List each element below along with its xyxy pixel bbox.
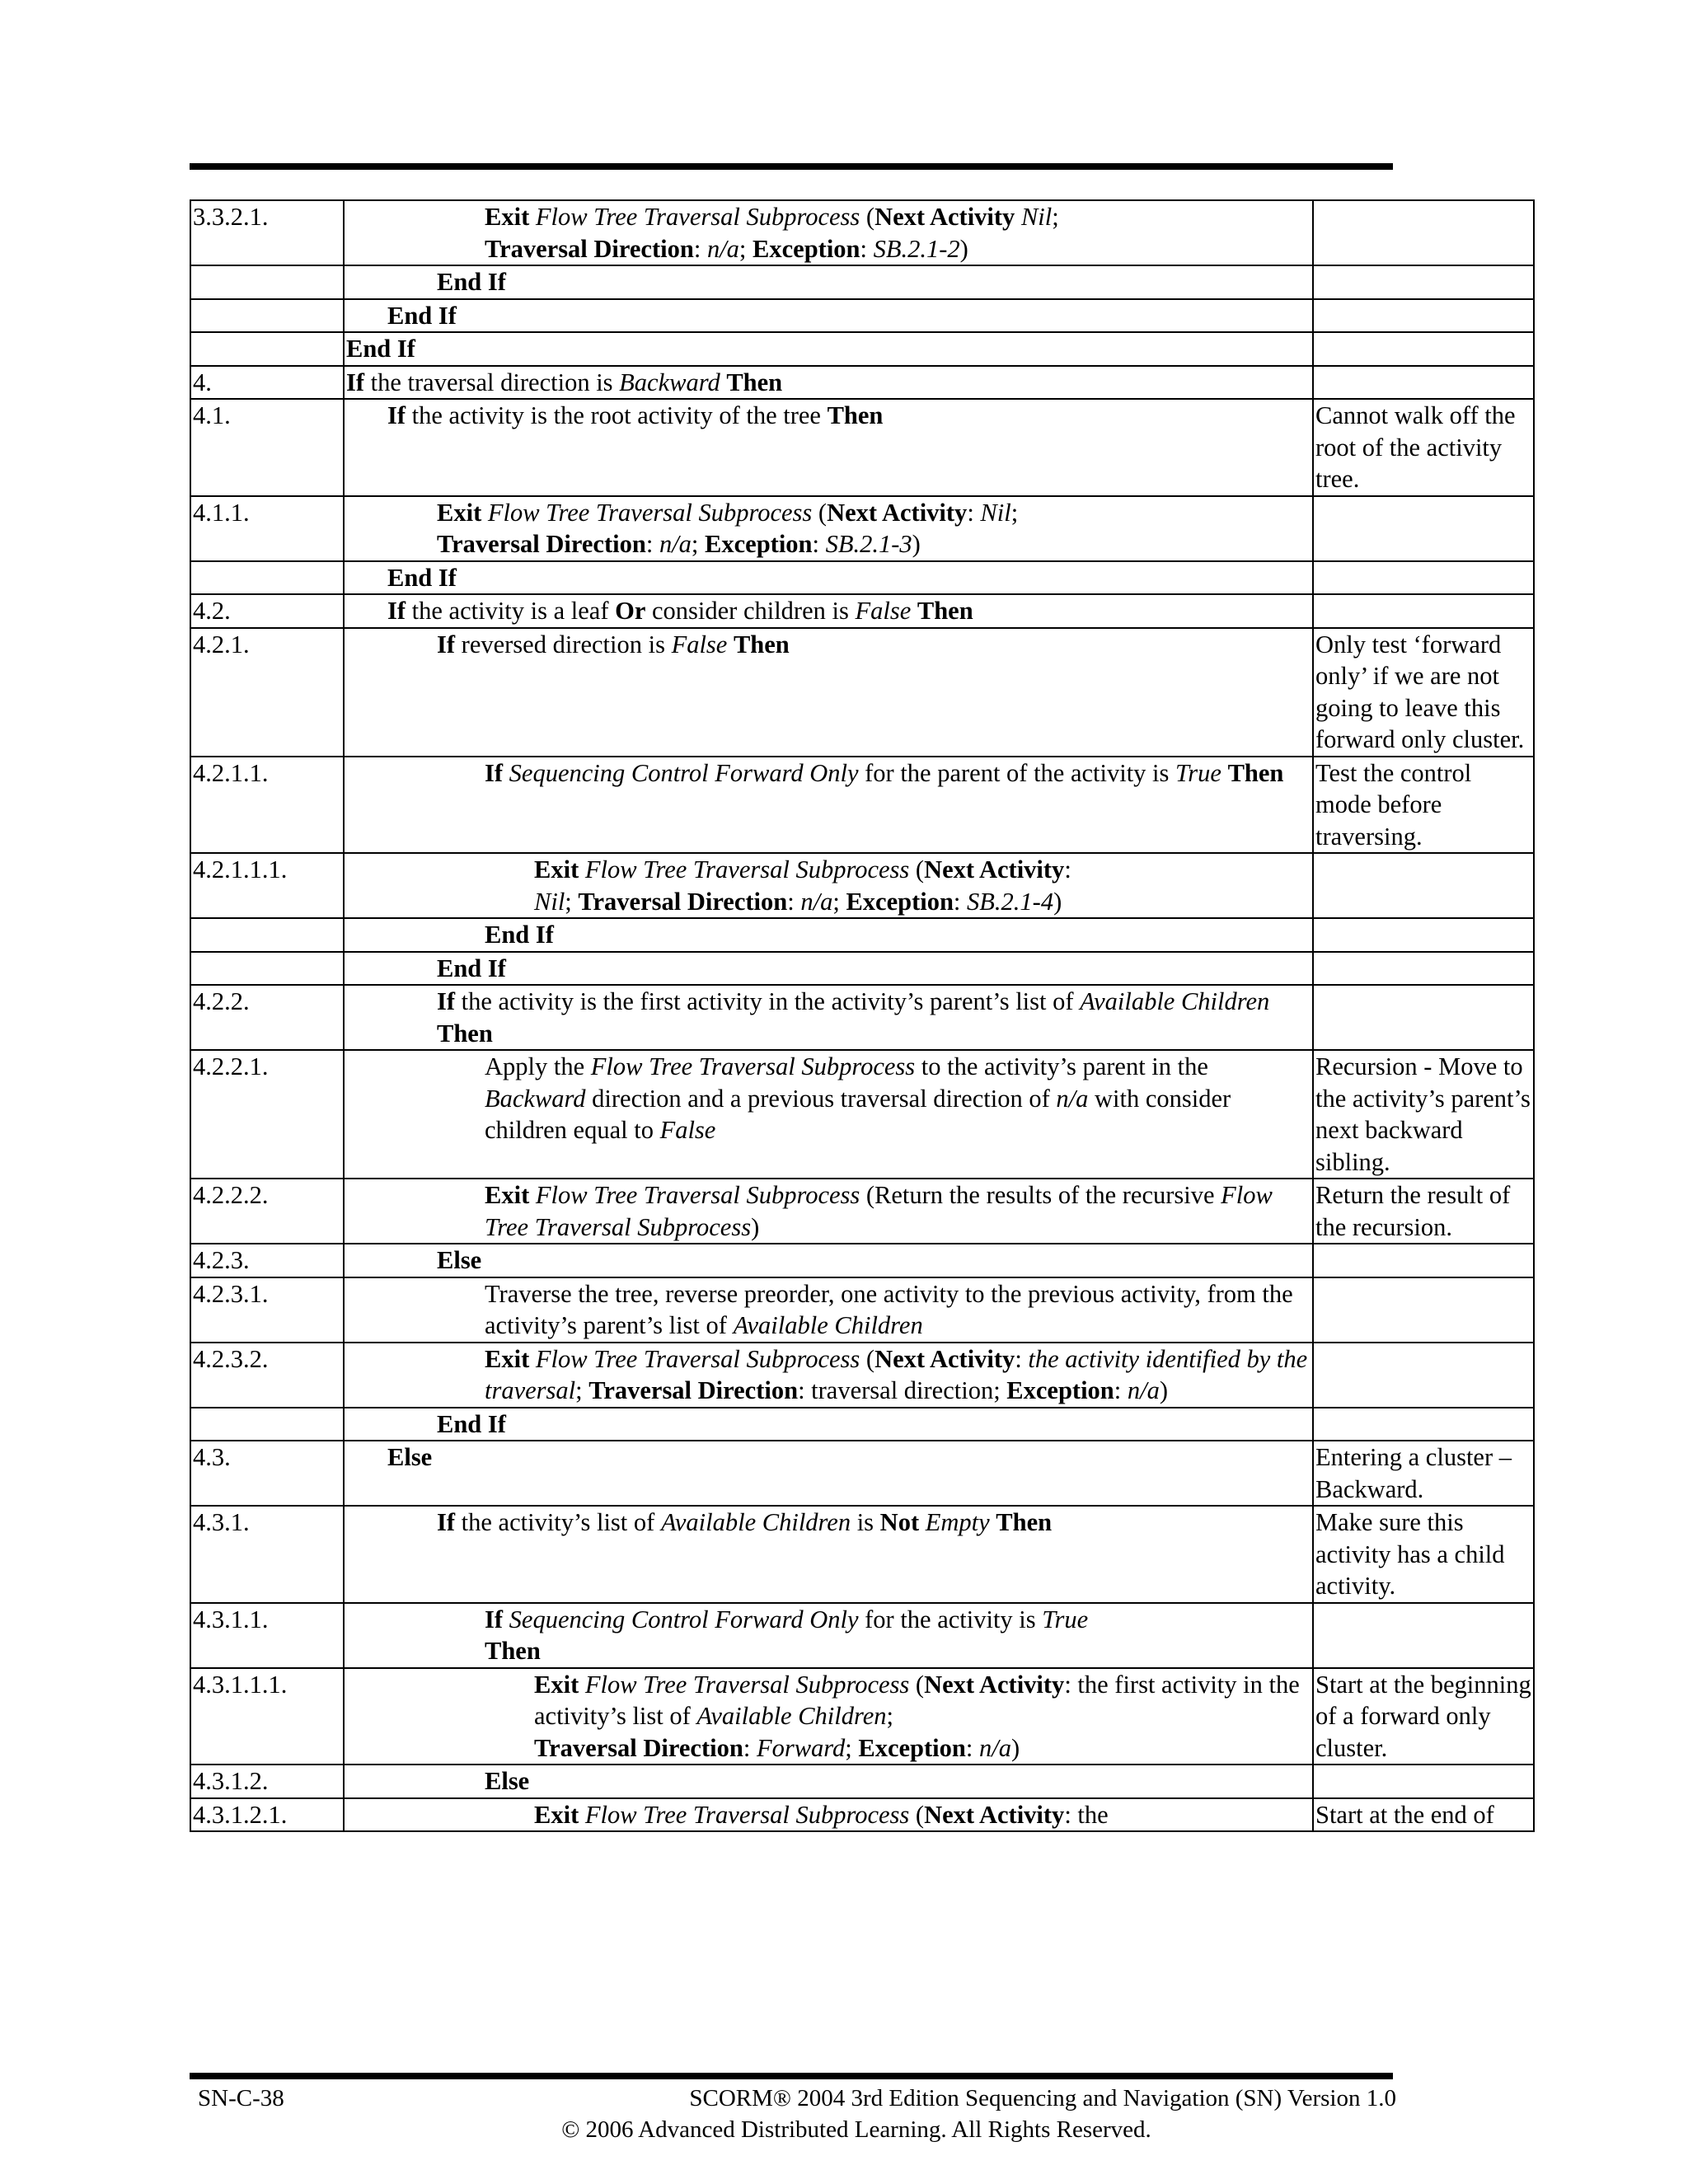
term: Sequencing Control Forward Only bbox=[509, 1605, 859, 1633]
keyword: Else bbox=[437, 1246, 482, 1274]
text-run: : bbox=[1064, 855, 1071, 883]
text-run: ; bbox=[1052, 203, 1059, 231]
table-row bbox=[190, 1765, 1534, 1798]
table-row bbox=[190, 757, 1534, 854]
step-text bbox=[344, 853, 1313, 918]
step-text bbox=[344, 1668, 1313, 1765]
text-run: ; bbox=[845, 1733, 859, 1762]
text-run: ) bbox=[751, 1212, 760, 1241]
table-row bbox=[190, 1441, 1534, 1506]
term: SB.2.1-2 bbox=[873, 234, 960, 263]
text-run: : bbox=[645, 530, 659, 558]
text-run bbox=[919, 1508, 926, 1536]
step-number: 4.3.1. bbox=[190, 1506, 344, 1603]
text-run: : the bbox=[1064, 1800, 1109, 1829]
text-run: the activity is a leaf bbox=[406, 597, 616, 625]
step-note bbox=[1313, 200, 1534, 265]
text-run: : bbox=[1015, 1344, 1029, 1373]
keyword: End If bbox=[387, 301, 457, 330]
keyword: Next Activity bbox=[924, 855, 1065, 883]
table-row bbox=[190, 1668, 1534, 1765]
keyword: Next Activity bbox=[874, 203, 1015, 231]
step-note bbox=[1313, 1408, 1534, 1441]
keyword: Not bbox=[879, 1508, 920, 1536]
step-text bbox=[344, 200, 1313, 265]
keyword: Then bbox=[437, 1019, 493, 1047]
keyword: Exit bbox=[485, 1344, 536, 1373]
step-note: Cannot walk off the root of the activity tree. bbox=[1313, 399, 1534, 496]
step-text bbox=[344, 366, 1313, 400]
term: Nil bbox=[534, 887, 565, 916]
step-text bbox=[344, 1277, 1313, 1343]
step-note bbox=[1313, 332, 1534, 366]
step-number bbox=[190, 1408, 344, 1441]
term: n/a bbox=[978, 1733, 1011, 1762]
text-run: ( bbox=[860, 1344, 875, 1373]
keyword: If bbox=[346, 368, 365, 396]
text-run: ) bbox=[959, 234, 968, 263]
step-number: 4.2.3.1. bbox=[190, 1277, 344, 1343]
table-row bbox=[190, 200, 1534, 265]
text-run: ; bbox=[691, 530, 706, 558]
text-run: : bbox=[1114, 1376, 1128, 1404]
keyword: Exception bbox=[846, 887, 954, 916]
term: True bbox=[1042, 1605, 1089, 1633]
keyword: End If bbox=[346, 335, 415, 363]
keyword: If bbox=[437, 987, 456, 1015]
keyword: Else bbox=[387, 1443, 433, 1471]
term: Nil bbox=[980, 498, 1011, 527]
term: Flow Tree Traversal Subprocess bbox=[584, 855, 910, 883]
step-note: Start at the beginning of a forward only cluster. bbox=[1313, 1668, 1534, 1765]
step-number bbox=[190, 332, 344, 366]
step-number: 4.1. bbox=[190, 399, 344, 496]
step-number: 4.3. bbox=[190, 1441, 344, 1506]
keyword: End If bbox=[437, 268, 506, 296]
step-text bbox=[344, 399, 1313, 496]
keyword: Exit bbox=[437, 498, 488, 527]
keyword: Exception bbox=[753, 234, 860, 263]
step-number: 4.2.1. bbox=[190, 628, 344, 757]
step-number: 4.2.3. bbox=[190, 1244, 344, 1277]
step-note bbox=[1313, 1277, 1534, 1343]
footer-copyright: © 2006 Advanced Distributed Learning. All Rights Reserved. bbox=[561, 2116, 1151, 2143]
step-text bbox=[344, 299, 1313, 333]
keyword: Then bbox=[827, 401, 884, 429]
term: Flow Tree Traversal Subprocess bbox=[584, 1670, 910, 1699]
keyword: If bbox=[437, 1508, 456, 1536]
term: n/a bbox=[1127, 1376, 1160, 1404]
keyword: Then bbox=[996, 1508, 1053, 1536]
step-number bbox=[190, 299, 344, 333]
table-row bbox=[190, 1244, 1534, 1277]
table-row bbox=[190, 918, 1534, 952]
keyword: Next Activity bbox=[874, 1344, 1015, 1373]
step-number: 4.3.1.2.1. bbox=[190, 1798, 344, 1832]
text-run: Traverse the tree, reverse preorder, one activity to the previous activity, from the activity’s parent’s list of bbox=[485, 1279, 1293, 1339]
keyword: Traversal Direction bbox=[485, 234, 694, 263]
step-text bbox=[344, 757, 1313, 854]
term: Flow Tree Traversal Subprocess bbox=[485, 1181, 1273, 1241]
step-text bbox=[344, 918, 1313, 952]
term: Backward bbox=[619, 368, 720, 396]
step-note bbox=[1313, 561, 1534, 595]
keyword: Then bbox=[1227, 758, 1284, 787]
step-text bbox=[344, 952, 1313, 986]
text-run: (Return the results of the recursive bbox=[860, 1181, 1221, 1209]
text-run bbox=[1221, 759, 1228, 787]
term: Flow Tree Traversal Subprocess bbox=[535, 1344, 860, 1373]
pseudocode-table-body bbox=[190, 200, 1534, 1831]
text-run: ) bbox=[1159, 1376, 1169, 1404]
step-note bbox=[1313, 1603, 1534, 1668]
step-note bbox=[1313, 1343, 1534, 1408]
step-text bbox=[344, 1603, 1313, 1668]
table-row bbox=[190, 628, 1534, 757]
step-note bbox=[1313, 952, 1534, 986]
step-number: 4.1.1. bbox=[190, 496, 344, 561]
step-text bbox=[344, 1506, 1313, 1603]
step-note bbox=[1313, 594, 1534, 628]
text-run: ) bbox=[1010, 1733, 1020, 1762]
text-run: direction and a previous traversal direction of bbox=[585, 1084, 1057, 1113]
keyword: If bbox=[485, 1605, 504, 1633]
step-note bbox=[1313, 918, 1534, 952]
text-run: : bbox=[965, 1733, 979, 1762]
term: Flow Tree Traversal Subprocess bbox=[535, 1181, 860, 1209]
text-run: consider children is bbox=[645, 597, 856, 625]
text-run: : bbox=[967, 498, 981, 527]
text-run: : bbox=[743, 1733, 757, 1762]
text-run: to the activity’s parent in the bbox=[915, 1052, 1208, 1080]
text-run: ( bbox=[909, 1670, 925, 1699]
step-note: Test the control mode before traversing. bbox=[1313, 757, 1534, 854]
text-run: ; bbox=[738, 234, 753, 263]
text-run: ; bbox=[565, 887, 579, 916]
keyword: Then bbox=[726, 368, 783, 396]
keyword: End If bbox=[387, 563, 457, 592]
step-note: Recursion - Move to the activity’s parent’s next backward sibling. bbox=[1313, 1050, 1534, 1179]
keyword: Traversal Direction bbox=[534, 1733, 743, 1762]
step-note bbox=[1313, 366, 1534, 400]
step-note: Entering a cluster – Backward. bbox=[1313, 1441, 1534, 1506]
header-rule bbox=[190, 163, 1393, 170]
text-run: ; bbox=[832, 887, 846, 916]
term: Flow Tree Traversal Subprocess bbox=[584, 1800, 910, 1829]
term: Backward bbox=[485, 1084, 586, 1113]
keyword: Else bbox=[485, 1767, 530, 1795]
step-number bbox=[190, 918, 344, 952]
term: n/a bbox=[659, 530, 692, 558]
step-text bbox=[344, 594, 1313, 628]
keyword: End If bbox=[437, 954, 506, 982]
step-number: 4.2.1.1. bbox=[190, 757, 344, 854]
text-run: the activity is the root activity of the tree bbox=[406, 401, 828, 429]
step-text bbox=[344, 1343, 1313, 1408]
step-number: 4.3.1.2. bbox=[190, 1765, 344, 1798]
keyword: If bbox=[387, 597, 406, 625]
text-run: ( bbox=[909, 1800, 925, 1829]
text-run: for the parent of the activity is bbox=[858, 758, 1176, 787]
keyword: Exception bbox=[858, 1733, 966, 1762]
term: True bbox=[1175, 758, 1221, 787]
keyword: If bbox=[485, 758, 504, 787]
keyword: Exit bbox=[534, 855, 585, 883]
step-text bbox=[344, 628, 1313, 757]
term: Sequencing Control Forward Only bbox=[509, 758, 859, 787]
term: the activity identified by the traversal bbox=[485, 1344, 1308, 1404]
keyword: Then bbox=[733, 630, 790, 658]
footer-page-id: SN-C-38 bbox=[198, 2085, 284, 2111]
term: Forward bbox=[756, 1733, 846, 1762]
text-run: the activity’s list of bbox=[455, 1508, 661, 1536]
term: Flow Tree Traversal Subprocess bbox=[535, 203, 860, 231]
footer-rule bbox=[190, 2073, 1393, 2079]
table-row bbox=[190, 594, 1534, 628]
term: False bbox=[671, 630, 728, 658]
text-run: : traversal direction; bbox=[798, 1376, 1007, 1404]
keyword: Exception bbox=[1006, 1376, 1114, 1404]
step-text bbox=[344, 1798, 1313, 1832]
step-number: 4.2.2. bbox=[190, 985, 344, 1050]
table-row bbox=[190, 1050, 1534, 1179]
pseudocode-table bbox=[190, 199, 1535, 1832]
step-number bbox=[190, 561, 344, 595]
keyword: Then bbox=[917, 597, 973, 625]
step-number: 4.2. bbox=[190, 594, 344, 628]
text-run: the activity is the first activity in the activity’s parent’s list of bbox=[455, 987, 1081, 1015]
table-row bbox=[190, 1798, 1534, 1832]
step-number: 4.2.2.2. bbox=[190, 1179, 344, 1244]
table-row bbox=[190, 985, 1534, 1050]
table-row bbox=[190, 1603, 1534, 1668]
table-row bbox=[190, 561, 1534, 595]
keyword: Exit bbox=[485, 1181, 536, 1209]
step-number: 4.3.1.1. bbox=[190, 1603, 344, 1668]
text-run: : bbox=[693, 234, 707, 263]
term: False bbox=[855, 597, 912, 625]
step-text bbox=[344, 1050, 1313, 1179]
term: SB.2.1-3 bbox=[825, 530, 912, 558]
table-row bbox=[190, 1179, 1534, 1244]
step-text bbox=[344, 1408, 1313, 1441]
text-run: reversed direction is bbox=[455, 630, 672, 658]
text-run: is bbox=[851, 1508, 880, 1536]
text-run bbox=[503, 1605, 509, 1633]
step-number: 4.2.3.2. bbox=[190, 1343, 344, 1408]
step-number bbox=[190, 265, 344, 299]
step-text bbox=[344, 1244, 1313, 1277]
step-number: 4.3.1.1.1. bbox=[190, 1668, 344, 1765]
text-run: for the activity is bbox=[858, 1605, 1043, 1633]
step-text bbox=[344, 985, 1313, 1050]
table-row bbox=[190, 496, 1534, 561]
text-run: ) bbox=[1053, 887, 1062, 916]
term: n/a bbox=[706, 234, 739, 263]
term: Flow Tree Traversal Subprocess bbox=[590, 1052, 916, 1080]
keyword: Exception bbox=[705, 530, 813, 558]
text-run bbox=[1015, 203, 1021, 231]
term: Empty bbox=[925, 1508, 990, 1536]
step-number: 4.2.1.1.1. bbox=[190, 853, 344, 918]
table-row bbox=[190, 1408, 1534, 1441]
term: Available Children bbox=[733, 1311, 923, 1339]
term: n/a bbox=[800, 887, 833, 916]
step-number bbox=[190, 952, 344, 986]
text-run: ( bbox=[909, 855, 925, 883]
step-note bbox=[1313, 853, 1534, 918]
text-run: : bbox=[860, 234, 874, 263]
table-row bbox=[190, 299, 1534, 333]
text-run: : bbox=[812, 530, 826, 558]
term: SB.2.1-4 bbox=[967, 887, 1054, 916]
table-row bbox=[190, 1343, 1534, 1408]
step-note bbox=[1313, 1765, 1534, 1798]
step-text bbox=[344, 496, 1313, 561]
term: Available Children bbox=[660, 1508, 851, 1536]
keyword: If bbox=[437, 630, 456, 658]
step-number: 3.3.2.1. bbox=[190, 200, 344, 265]
keyword: Next Activity bbox=[924, 1800, 1065, 1829]
step-note bbox=[1313, 496, 1534, 561]
text-run: : bbox=[953, 887, 968, 916]
table-row bbox=[190, 332, 1534, 366]
keyword: End If bbox=[485, 921, 554, 949]
step-note: Make sure this activity has a child activity. bbox=[1313, 1506, 1534, 1603]
step-number: 4. bbox=[190, 366, 344, 400]
text-run bbox=[911, 597, 917, 625]
step-text bbox=[344, 332, 1313, 366]
step-text bbox=[344, 561, 1313, 595]
text-run bbox=[503, 759, 509, 787]
keyword: End If bbox=[437, 1409, 506, 1438]
text-run: with consider children equal to bbox=[485, 1084, 1231, 1144]
step-text bbox=[344, 1179, 1313, 1244]
keyword: Exit bbox=[534, 1800, 585, 1829]
term: Flow Tree Traversal Subprocess bbox=[487, 498, 813, 527]
table-row bbox=[190, 952, 1534, 986]
step-text bbox=[344, 265, 1313, 299]
text-run: ( bbox=[860, 203, 875, 231]
keyword: If bbox=[387, 401, 406, 429]
keyword: Exit bbox=[485, 203, 536, 231]
footer-document-title: SCORM® 2004 3rd Edition Sequencing and Navigation (SN) Version 1.0 bbox=[689, 2085, 1396, 2111]
step-note: Only test ‘forward only’ if we are not going to leave this forward only cluster. bbox=[1313, 628, 1534, 757]
text-run: ) bbox=[912, 530, 921, 558]
step-text bbox=[344, 1765, 1313, 1798]
step-note bbox=[1313, 299, 1534, 333]
text-run bbox=[727, 630, 734, 658]
term: n/a bbox=[1056, 1084, 1089, 1113]
keyword: Next Activity bbox=[924, 1670, 1065, 1699]
text-run: ( bbox=[812, 498, 828, 527]
text-run: : bbox=[787, 887, 801, 916]
keyword: Then bbox=[485, 1637, 541, 1665]
step-text bbox=[344, 1441, 1313, 1506]
step-note bbox=[1313, 265, 1534, 299]
step-note bbox=[1313, 985, 1534, 1050]
keyword: Next Activity bbox=[827, 498, 968, 527]
keyword: Exit bbox=[534, 1670, 585, 1699]
term: Available Children bbox=[1080, 987, 1270, 1015]
step-note bbox=[1313, 1244, 1534, 1277]
table-row bbox=[190, 399, 1534, 496]
keyword: Traversal Direction bbox=[437, 530, 646, 558]
table-row bbox=[190, 265, 1534, 299]
text-run: ; bbox=[886, 1702, 894, 1730]
term: Available Children bbox=[696, 1702, 887, 1730]
text-run: Apply the bbox=[485, 1052, 591, 1080]
text-run: the traversal direction is bbox=[364, 368, 620, 396]
table-row bbox=[190, 1277, 1534, 1343]
table-row bbox=[190, 1506, 1534, 1603]
step-note: Start at the end of bbox=[1313, 1798, 1534, 1832]
table-row bbox=[190, 853, 1534, 918]
text-run: ; bbox=[1010, 498, 1019, 527]
table-row bbox=[190, 366, 1534, 400]
text-run: ; bbox=[575, 1376, 589, 1404]
keyword: Or bbox=[615, 597, 646, 625]
term: False bbox=[659, 1116, 716, 1144]
step-note: Return the result of the recursion. bbox=[1313, 1179, 1534, 1244]
text-run: : the first activity in the activity’s list of bbox=[534, 1670, 1300, 1730]
keyword: Traversal Direction bbox=[588, 1376, 799, 1404]
term: Nil bbox=[1020, 203, 1053, 231]
step-number: 4.2.2.1. bbox=[190, 1050, 344, 1179]
keyword: Traversal Direction bbox=[578, 887, 788, 916]
